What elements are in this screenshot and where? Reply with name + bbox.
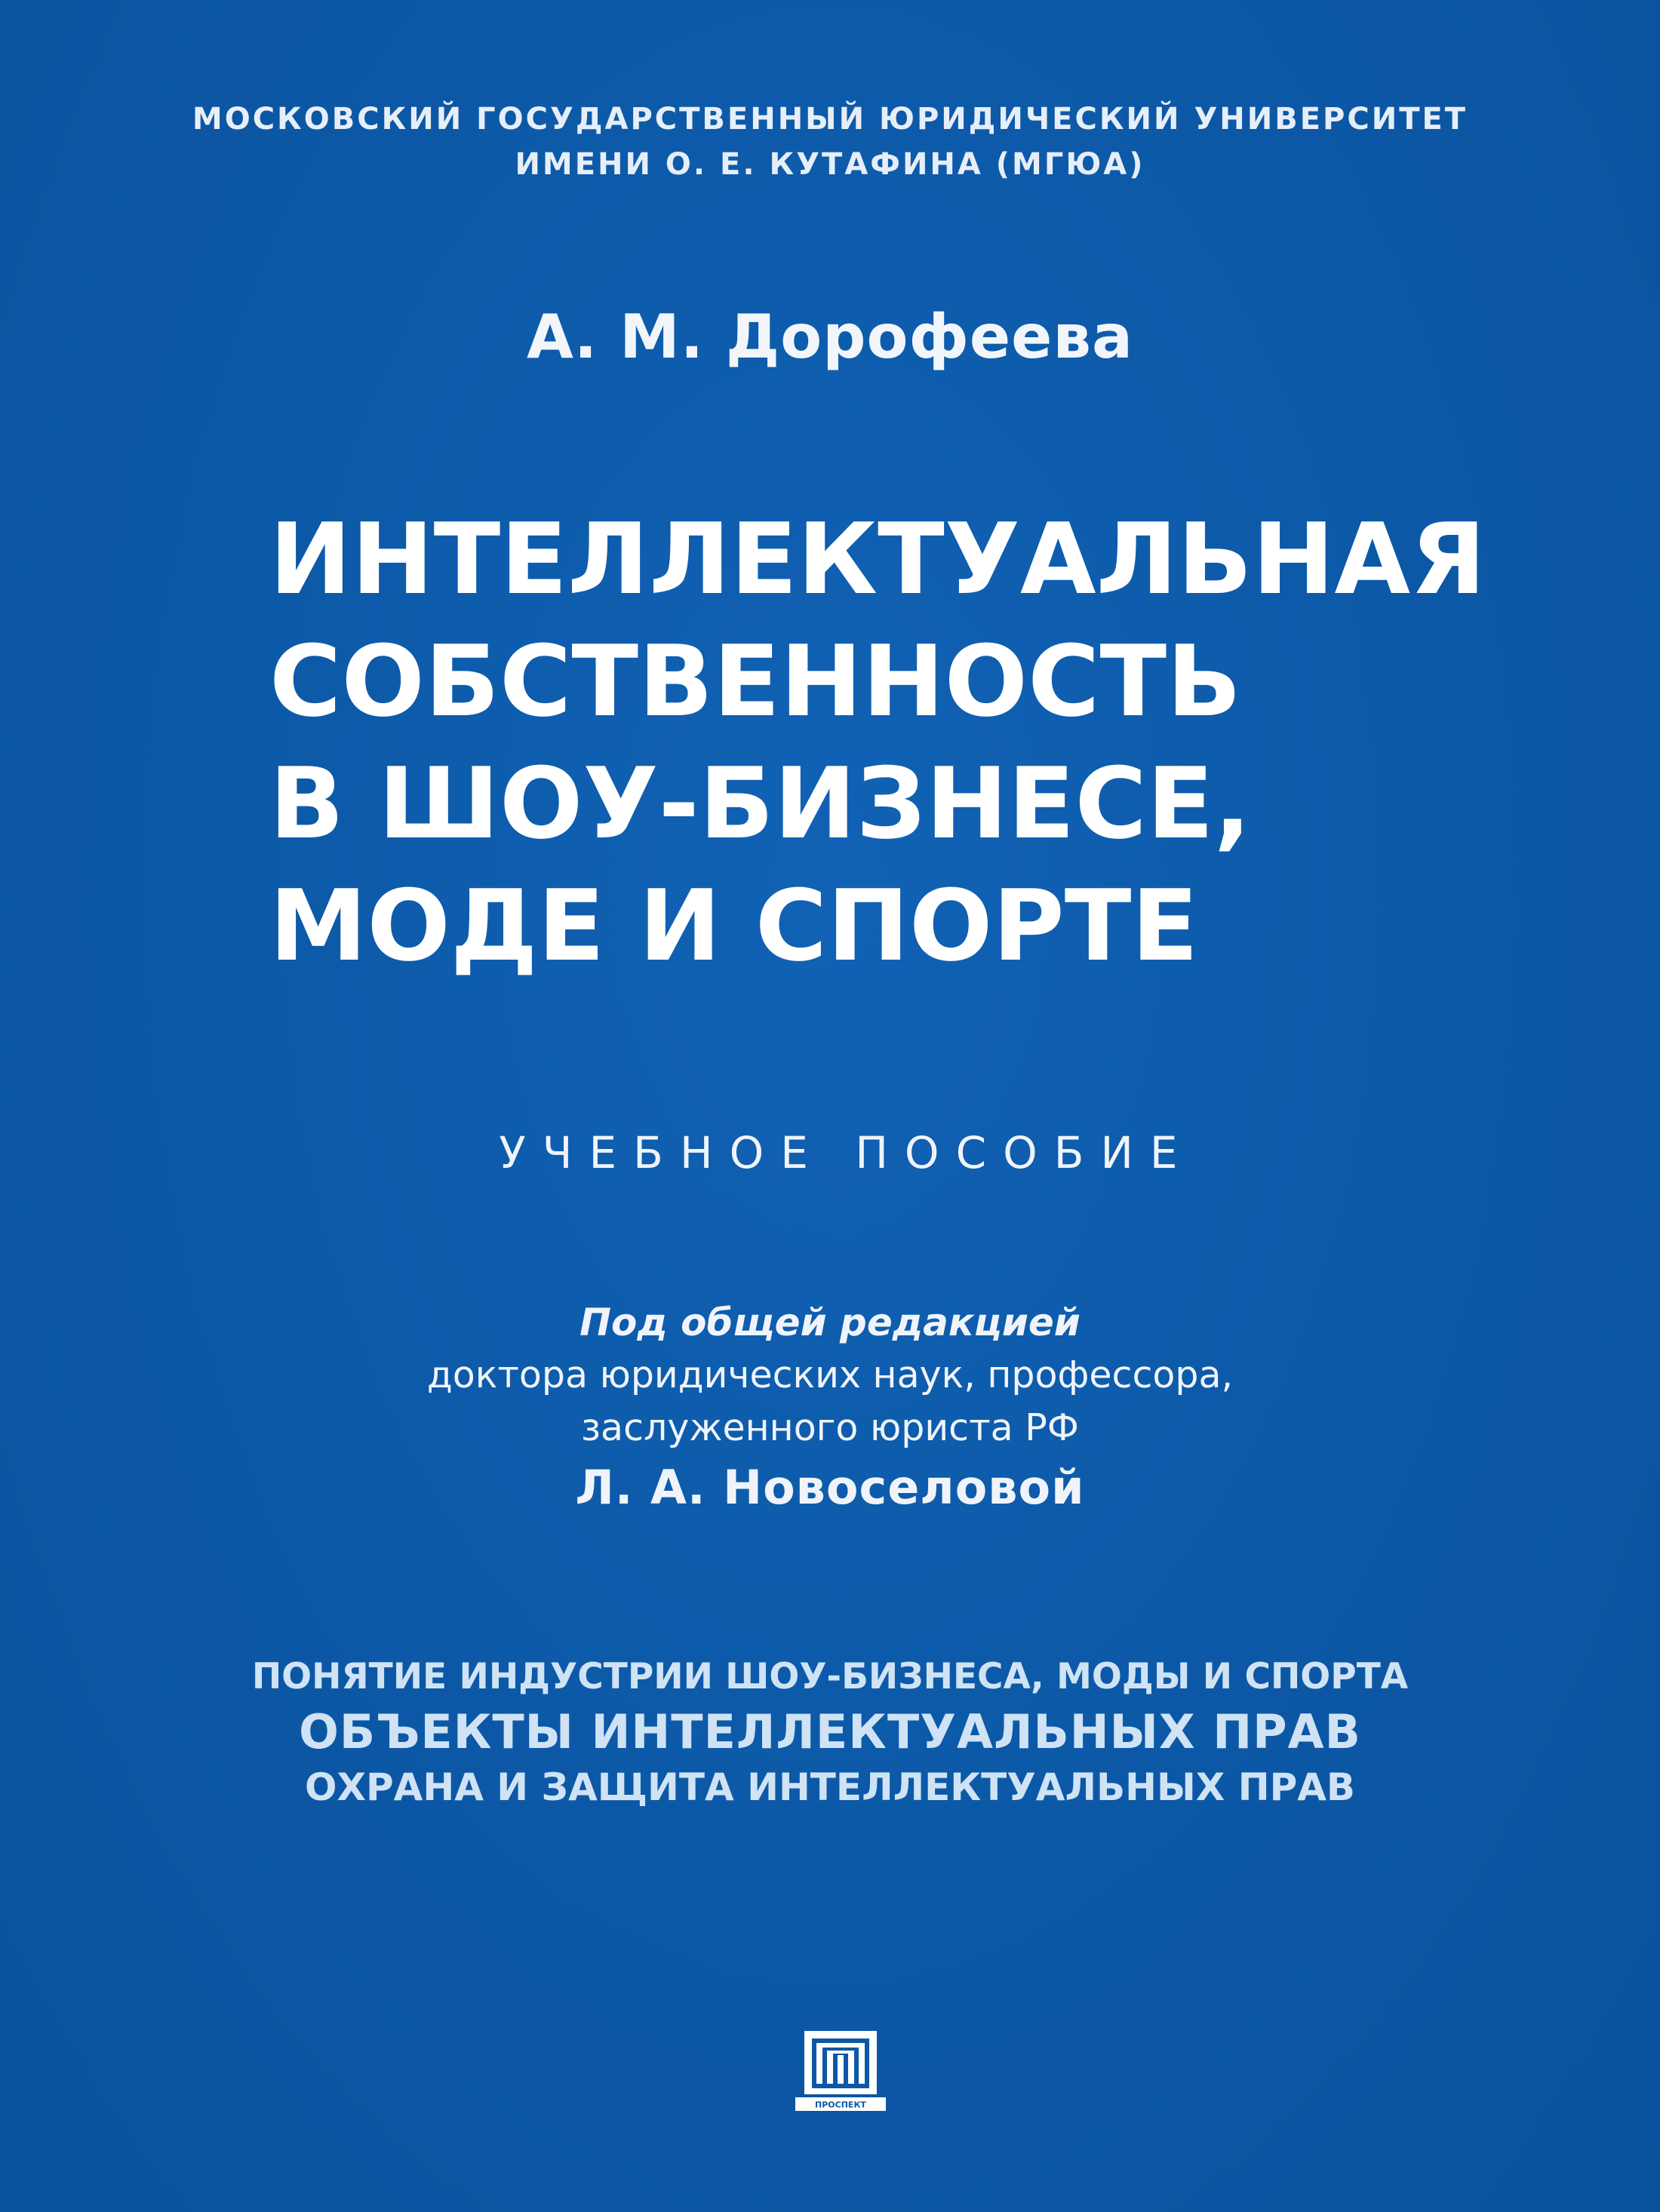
title-line-3: В ШОУ-БИЗНЕСЕ, — [269, 746, 1252, 861]
topics-list — [0, 1652, 1660, 1812]
university-line-2: ИМЕНИ О. Е. КУТАФИНА (МГЮА) — [515, 147, 1145, 182]
title-line-1: ИНТЕЛЛЕКТУАЛЬНАЯ — [269, 502, 1486, 616]
topic-2: ОБЪЕКТЫ ИНТЕЛЛЕКТУАЛЬНЫХ ПРАВ — [299, 1704, 1361, 1759]
editor-intro: Под общей редакцией — [579, 1301, 1081, 1344]
editor-name: Л. А. Новоселовой — [575, 1460, 1085, 1515]
book-subtitle: УЧЕБНОЕ ПОСОБИЕ — [499, 1127, 1194, 1178]
editor-credentials-1: доктора юридических наук, профессора, — [426, 1353, 1234, 1396]
topic-1: ПОНЯТИЕ ИНДУСТРИИ ШОУ-БИЗНЕСА, МОДЫ И СПОРТА — [251, 1656, 1409, 1697]
university-line-1: МОСКОВСКИЙ ГОСУДАРСТВЕННЫЙ ЮРИДИЧЕСКИЙ УНИВЕРСИТЕТ — [192, 102, 1468, 137]
editor-credentials-2: заслуженного юриста РФ — [581, 1406, 1079, 1449]
university-name — [0, 97, 1660, 187]
author-name: А. М. Дорофеева — [527, 302, 1133, 372]
topic-3: ОХРАНА И ЗАЩИТА ИНТЕЛЛЕКТУАЛЬНЫХ ПРАВ — [304, 1765, 1356, 1809]
prospekt-logo-icon — [794, 2029, 887, 2112]
logo-text: ПРОСПЕКТ — [815, 2100, 866, 2110]
title-line-2: СОБСТВЕННОСТЬ — [269, 624, 1242, 739]
editor-block — [0, 1296, 1660, 1521]
book-title — [269, 498, 1486, 987]
title-line-4: МОДЕ И СПОРТЕ — [269, 868, 1199, 983]
